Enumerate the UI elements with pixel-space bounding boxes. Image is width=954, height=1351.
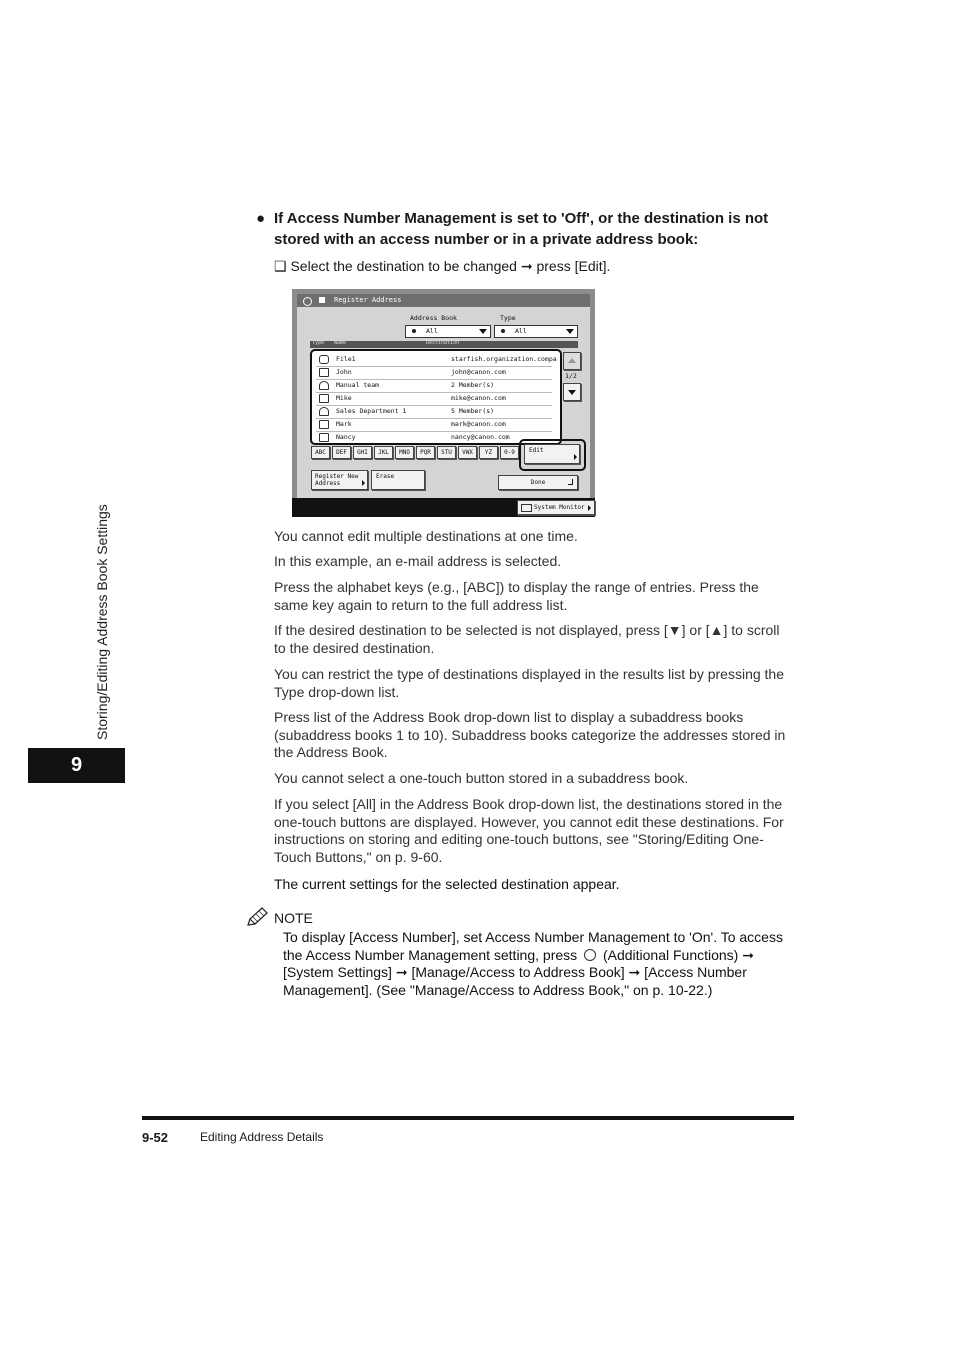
email-icon <box>319 433 329 442</box>
entry-name: Sales Department 1 <box>336 407 407 415</box>
type-dropdown[interactable] <box>494 325 578 338</box>
email-icon <box>319 394 329 403</box>
paragraph: If you select [All] in the Address Book drop-down list, the destinations stored in the one-touch buttons are displayed. However, you cannot edit these destinations. For instructions on storing and editing one-touch buttons, see "Storing/Editing One-Touch Buttons," on p. 9-60. <box>274 796 784 865</box>
destination-list <box>310 349 562 445</box>
pencil-icon <box>246 907 268 927</box>
entry-destination: john@canon.com <box>451 368 506 376</box>
address-book-label: Address Book <box>410 314 457 322</box>
result-text: The current settings for the selected destination appear. <box>274 876 620 892</box>
list-item[interactable] <box>316 379 552 393</box>
done-button[interactable] <box>498 475 578 490</box>
list-item[interactable] <box>316 366 552 380</box>
email-icon <box>319 368 329 377</box>
type-label: Type <box>500 314 516 322</box>
screen-titlebar <box>297 294 590 307</box>
register-address-screen <box>292 289 595 517</box>
entry-destination: starfish.organization.compa <box>451 355 557 363</box>
list-item[interactable] <box>316 392 552 406</box>
list-item[interactable] <box>316 431 552 444</box>
paragraph: If the desired destination to be selected is not displayed, press [▼] or [▲] to scroll to the desired destination. <box>274 622 780 656</box>
screen-body <box>297 294 590 498</box>
entry-destination: mike@canon.com <box>451 394 506 402</box>
scroll-up-button[interactable] <box>563 352 581 370</box>
done-label: Done <box>530 479 546 486</box>
paragraph: You can restrict the type of destinations displayed in the results list by pressing the Type drop-down list. <box>274 666 784 700</box>
address-book-dropdown[interactable] <box>405 325 491 338</box>
address-book-icon <box>319 297 325 303</box>
bullet-icon: ● <box>256 210 266 227</box>
edit-label: Edit <box>529 447 544 454</box>
triangle-down-icon <box>568 390 576 395</box>
paragraph: Press the alphabet keys (e.g., [ABC]) to display the range of entries. Press the same key again to return to the full address list. <box>274 579 759 613</box>
list-item[interactable] <box>316 353 557 367</box>
note-text-end: (Additional Functions) ➞ [System Settings] ➞ [Manage/Access to Address Book] ➞ [Access Number Management]. (See "Manage/Access to Address Book," on p. 10-22.) <box>283 946 754 998</box>
entry-destination: mark@canon.com <box>451 420 506 428</box>
return-icon <box>568 479 573 485</box>
key-ghi[interactable]: GHI <box>353 446 372 459</box>
step-text: Select the destination to be changed ➞ press [Edit]. <box>290 258 611 274</box>
key-abc[interactable]: ABC <box>311 446 330 459</box>
entry-name: Mark <box>336 420 352 428</box>
step-instruction <box>274 258 610 275</box>
list-item[interactable] <box>316 418 552 432</box>
monitor-icon <box>521 504 532 512</box>
address-book-value: All <box>426 327 438 335</box>
selected-dot-icon <box>501 329 505 333</box>
triangle-up-icon <box>568 358 576 363</box>
erase-label: Erase <box>376 473 395 480</box>
screen-title: Register Address <box>334 296 402 304</box>
paragraph: In this example, an e-mail address is selected. <box>274 553 562 569</box>
arrow-right-icon <box>588 505 591 511</box>
paragraph: You cannot select a one-touch button stored in a subaddress book. <box>274 770 689 786</box>
entry-destination: 5 Member(s) <box>451 407 495 415</box>
key-vwx[interactable]: VWX <box>458 446 477 459</box>
register-new-address-button[interactable] <box>311 470 368 490</box>
chapter-number: 9 <box>28 748 125 783</box>
arrow-right-icon <box>574 454 577 460</box>
group-icon <box>319 381 329 390</box>
entry-name: Manual team <box>336 381 380 389</box>
list-item[interactable] <box>316 405 552 419</box>
key-pqr[interactable]: PQR <box>416 446 435 459</box>
entry-name: File1 <box>336 355 356 363</box>
key-yz[interactable]: YZ <box>479 446 498 459</box>
key-0-9[interactable]: 0-9 <box>500 446 519 459</box>
chevron-down-icon <box>566 329 574 334</box>
col-name: Name <box>334 340 347 346</box>
entry-name: John <box>336 368 352 376</box>
note-text-start: To display [Access Number], set Access Number Management to 'On'. To access the Access Number Management setting, press <box>283 929 783 963</box>
register-new-label: Register New Address <box>315 473 359 487</box>
email-icon <box>319 420 329 429</box>
list-header <box>310 341 578 348</box>
additional-functions-icon <box>584 949 596 961</box>
note-title: NOTE <box>274 910 313 926</box>
type-value: All <box>515 327 527 335</box>
key-mno[interactable]: MNO <box>395 446 414 459</box>
heading-text: If Access Number Management is set to 'Off', or the destination is not stored with an access number or in a private address book: <box>274 210 769 248</box>
entry-name: Nancy <box>336 433 356 441</box>
entry-destination: 2 Member(s) <box>451 381 495 389</box>
note-body <box>283 929 788 999</box>
function-icon <box>303 297 312 306</box>
key-def[interactable]: DEF <box>332 446 351 459</box>
edit-button[interactable] <box>524 444 580 464</box>
arrow-right-icon <box>362 480 365 486</box>
key-stu[interactable]: STU <box>437 446 456 459</box>
page-indicator: 1/2 <box>565 372 577 380</box>
group-icon <box>319 407 329 416</box>
col-type: Type <box>312 340 325 346</box>
scroll-down-button[interactable] <box>563 383 581 401</box>
paragraph: Press list of the Address Book drop-down list to display a subaddress books (subaddress books 1 to 10). Subaddress books categorize the addresses stored in the Address Book. <box>274 709 786 760</box>
key-jkl[interactable]: JKL <box>374 446 393 459</box>
erase-button[interactable] <box>371 470 425 490</box>
entry-destination: nancy@canon.com <box>451 433 510 441</box>
paragraph: You cannot edit multiple destinations at one time. <box>274 528 578 544</box>
chevron-down-icon <box>479 329 487 334</box>
system-monitor-button[interactable] <box>517 500 595 515</box>
footer-title: Editing Address Details <box>200 1130 324 1144</box>
selected-dot-icon <box>412 329 416 333</box>
file-server-icon <box>319 355 329 364</box>
col-destination: Destination <box>426 340 460 346</box>
status-bar <box>292 498 595 517</box>
entry-name: Mike <box>336 394 352 402</box>
checkbox-icon: ❑ <box>274 258 287 274</box>
page-number: 9-52 <box>142 1130 169 1145</box>
system-monitor-label: System Monitor <box>534 504 585 511</box>
section-side-title: Storing/Editing Address Book Settings <box>94 504 110 740</box>
footer-rule <box>142 1116 794 1120</box>
